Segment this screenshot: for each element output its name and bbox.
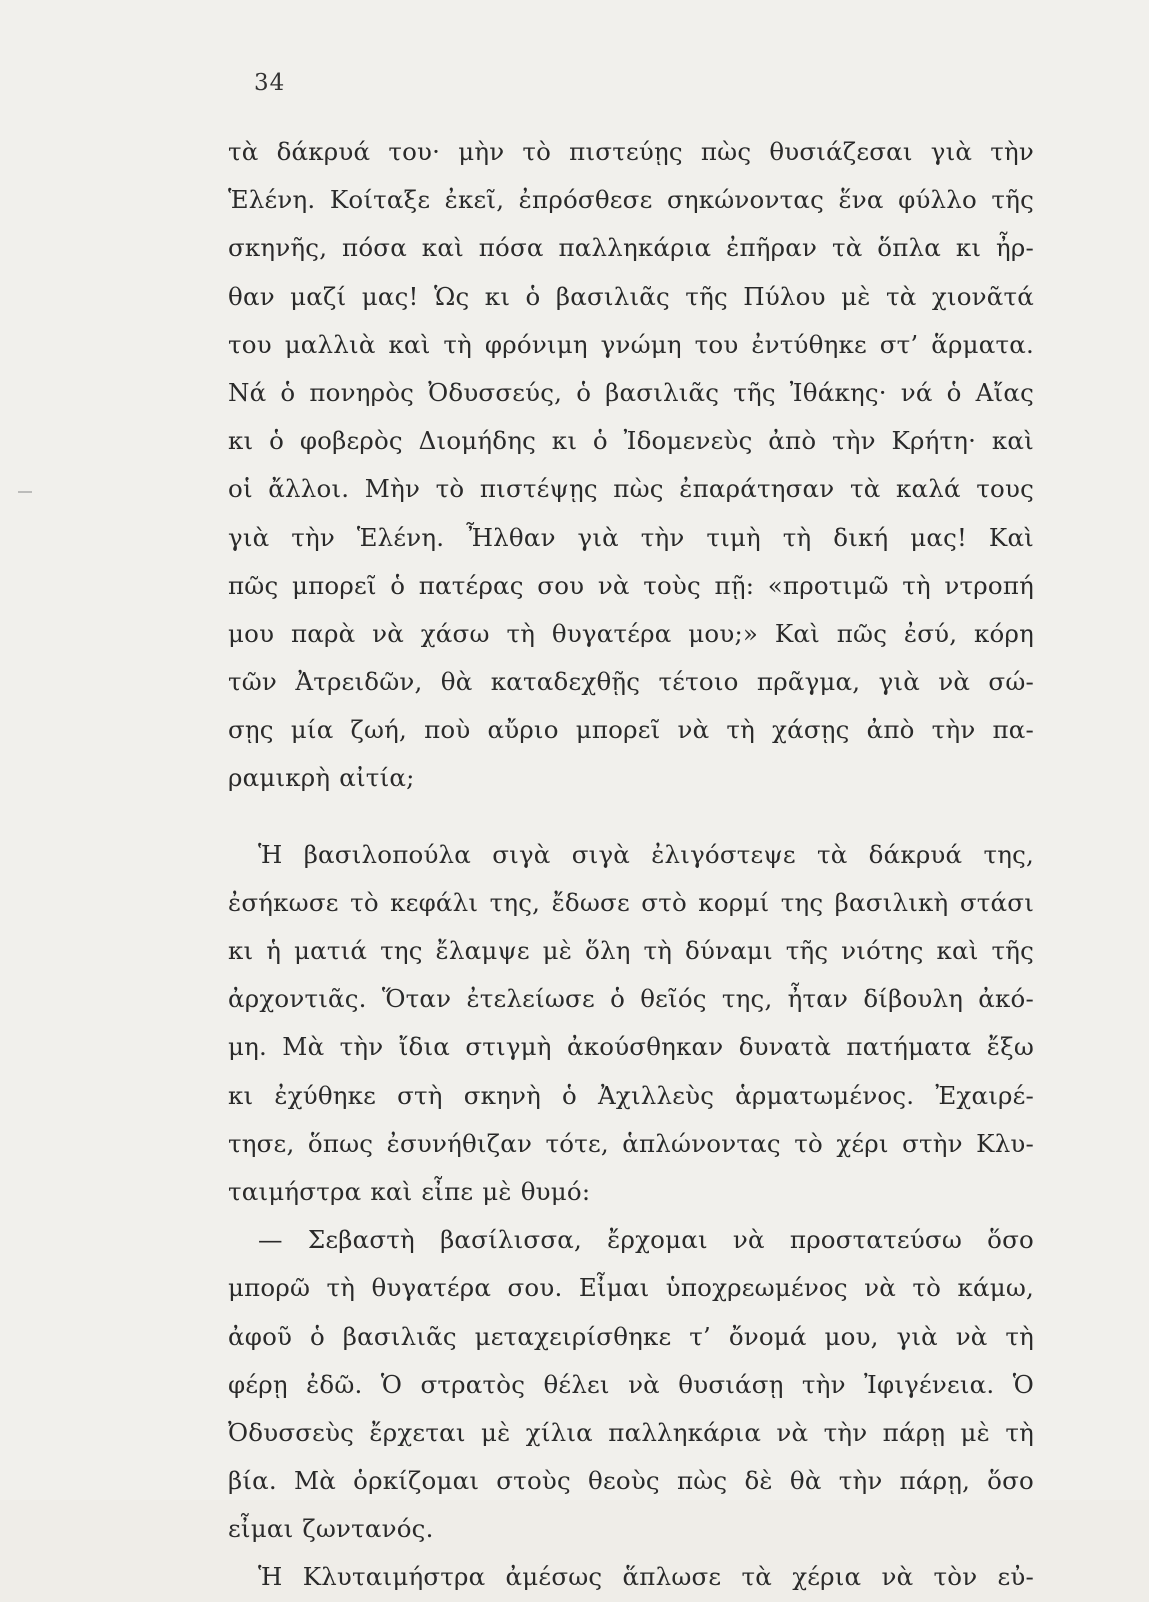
text-line: πῶς μπορεῖ ὁ πατέρας σου νὰ τοὺς πῇ: «προτιμῶ τὴ ντροπή (228, 570, 1034, 600)
text-line: Ὀδυσσεὺς ἔρχεται μὲ χίλια παλληκάρια νὰ τὴν πάρῃ μὲ τὴ (228, 1417, 1034, 1447)
text-line: Ἡ βασιλοπούλα σιγὰ σιγὰ ἐλιγόστεψε τὰ δάκρυά της, (258, 839, 1034, 869)
text-line: ἐσήκωσε τὸ κεφάλι της, ἔδωσε στὸ κορμί της βασιλικὴ στάσι (228, 887, 1034, 917)
text-line: Νά ὁ πονηρὸς Ὀδυσσεύς, ὁ βασιλιᾶς τῆς Ἰθάκης· νά ὁ Αἴας (228, 377, 1034, 407)
text-line: μπορῶ τὴ θυγατέρα σου. Εἶμαι ὑποχρεωμένος νὰ τὸ κάμω, (228, 1273, 1034, 1303)
text-line: ἀφοῦ ὁ βασιλιᾶς μεταχειρίσθηκε τ’ ὄνομά μου, γιὰ νὰ τὴ (228, 1321, 1034, 1351)
text-line: οἱ ἄλλοι. Μὴν τὸ πιστέψῃς πὼς ἐπαράτησαν τὰ καλά τους (228, 474, 1034, 504)
text-line: κι ὁ φοβερὸς Διομήδης κι ὁ Ἰδομενεὺς ἀπὸ τὴν Κρήτη· καὶ (228, 426, 1034, 456)
page-number: 34 (254, 70, 286, 96)
text-line: βία. Μὰ ὁρκίζομαι στοὺς θεοὺς πὼς δὲ θὰ τὴν πάρῃ, ὅσο (228, 1466, 1034, 1496)
text-line: Ἡ Κλυταιμήστρα ἀμέσως ἅπλωσε τὰ χέρια νὰ τὸν εὐ- (258, 1562, 1034, 1592)
text-line: ἀρχοντιᾶς. Ὅταν ἐτελείωσε ὁ θεῖός της, ἦταν δίβουλη ἀκό- (228, 984, 1034, 1014)
text-line: γιὰ τὴν Ἑλένη. Ἦλθαν γιὰ τὴν τιμὴ τὴ δική μας! Καὶ (228, 522, 1034, 552)
text-line: τησε, ὅπως ἐσυνήθιζαν τότε, ἁπλώνοντας τὸ χέρι στὴν Κλυ- (228, 1128, 1034, 1158)
text-line: φέρῃ ἐδῶ. Ὁ στρατὸς θέλει νὰ θυσιάσῃ τὴν Ἰφιγένεια. Ὁ (228, 1369, 1034, 1399)
text-line: του μαλλιὰ καὶ τὴ φρόνιμη γνώμη του ἐντύθηκε στ’ ἅρματα. (228, 329, 1034, 359)
text-line: σῃς μία ζωή, ποὺ αὔριο μπορεῖ νὰ τὴ χάσῃς ἀπὸ τὴν πα- (228, 715, 1034, 745)
margin-mark (18, 491, 32, 493)
text-line: θαν μαζί μας! Ὡς κι ὁ βασιλιᾶς τῆς Πύλου μὲ τὰ χιονᾶτά (228, 281, 1034, 311)
text-line: — Σεβαστὴ βασίλισσα, ἔρχομαι νὰ προστατεύσω ὅσο (258, 1225, 1034, 1255)
body-text (228, 128, 1034, 1602)
text-line: σκηνῆς, πόσα καὶ πόσα παλληκάρια ἐπῆραν τὰ ὅπλα κι ἦρ- (228, 233, 1034, 263)
text-line: εἶμαι ζωντανός. (228, 1514, 434, 1544)
text-line: μη. Μὰ τὴν ἴδια στιγμὴ ἀκούσθηκαν δυνατὰ πατήματα ἔξω (228, 1032, 1034, 1062)
text-line: ραμικρὴ αἰτία; (228, 763, 415, 793)
text-line: κι ἡ ματιά της ἔλαμψε μὲ ὅλη τὴ δύναμι τῆς νιότης καὶ τῆς (228, 936, 1034, 965)
text-line: τὰ δάκρυά του· μὴν τὸ πιστεύῃς πὼς θυσιάζεσαι γιὰ τὴν (228, 137, 1034, 166)
text-line: ταιμήστρα καὶ εἶπε μὲ θυμό: (228, 1176, 591, 1206)
text-line: μου παρὰ νὰ χάσω τὴ θυγατέρα μου;» Καὶ πῶς ἐσύ, κόρη (228, 618, 1034, 648)
text-line: κι ἐχύθηκε στὴ σκηνὴ ὁ Ἀχιλλεὺς ἁρματωμένος. Ἐχαιρέ- (228, 1080, 1034, 1110)
paragraph-gap (228, 803, 1034, 831)
text-line: Ἑλένη. Κοίταξε ἐκεῖ, ἐπρόσθεσε σηκώνοντας ἕνα φύλλο τῆς (228, 185, 1034, 215)
text-line: τῶν Ἀτρειδῶν, θὰ καταδεχθῇς τέτοιο πρᾶγμα, γιὰ νὰ σώ- (228, 667, 1034, 697)
